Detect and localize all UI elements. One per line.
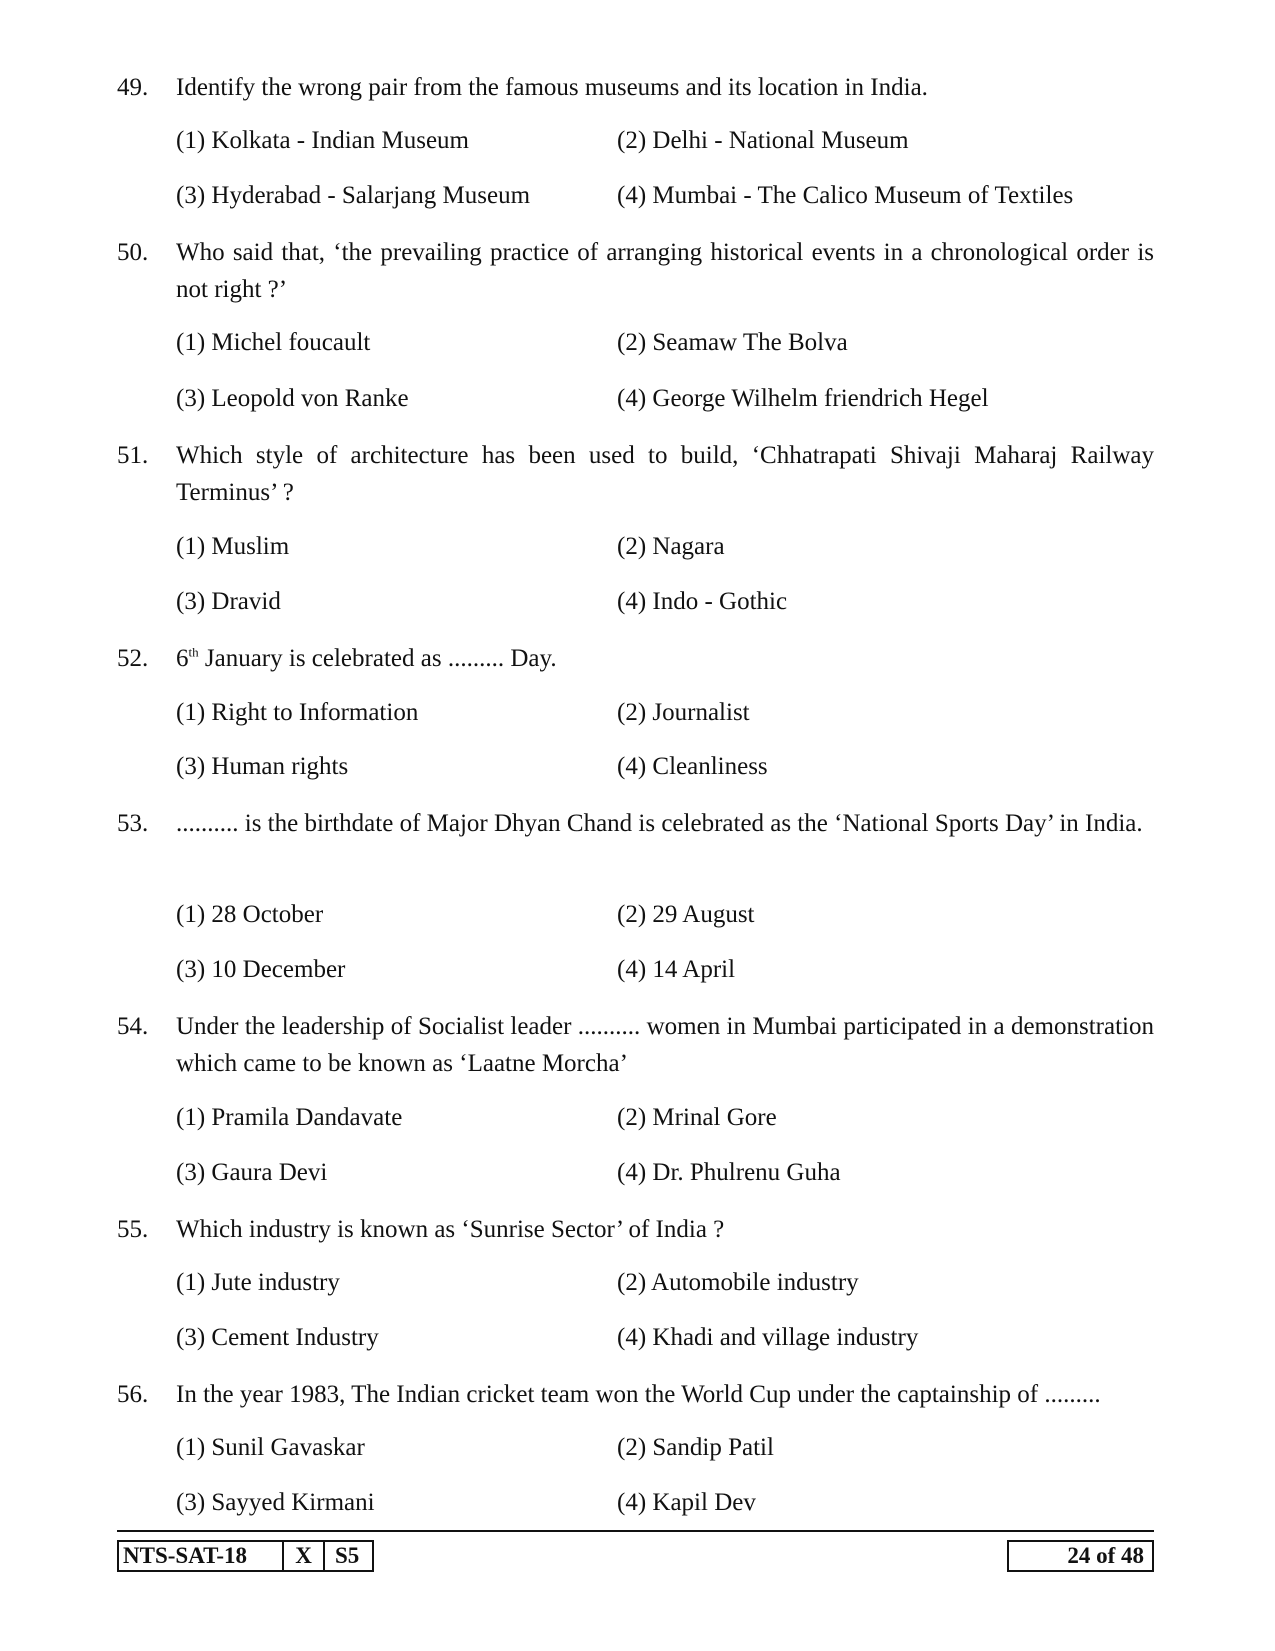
option-1: (1) Sunil Gavaskar [176, 1434, 365, 1461]
option-4: (4) 14 April [617, 956, 736, 983]
question-number: 50. [117, 239, 149, 266]
option-3: (3) Human rights [176, 753, 349, 780]
option-4: (4) Kapil Dev [617, 1489, 756, 1516]
option-4: (4) Mumbai - The Calico Museum of Textiles [617, 182, 1074, 209]
option-4: (4) Khadi and village industry [617, 1324, 919, 1351]
option-2: (2) Journalist [617, 699, 750, 726]
option-3: (3) Sayyed Kirmani [176, 1489, 375, 1516]
option-4: (4) George Wilhelm friendrich Hegel [617, 385, 989, 412]
question-text-rest: January is celebrated as ......... Day. [198, 645, 557, 672]
page-number: 24 of 48 [1067, 1543, 1144, 1568]
option-1: (1) Michel foucault [176, 329, 371, 356]
question-text: Under the leadership of Socialist leader .......... women in Mumbai participated in a demonstration which came to be known as ‘Laatne Morcha’ [176, 1013, 1154, 1077]
exam-code: NTS-SAT-18 [119, 1542, 284, 1570]
question-number: 52. [117, 645, 149, 672]
option-2: (2) Automobile industry [617, 1269, 859, 1296]
question-number: 53. [117, 810, 149, 837]
option-1: (1) 28 October [176, 901, 324, 928]
question-text: In the year 1983, The Indian cricket team won the World Cup under the captainship of ......... [176, 1381, 1101, 1408]
question-number: 49. [117, 74, 149, 101]
option-2: (2) Mrinal Gore [617, 1104, 777, 1131]
option-3: (3) 10 December [176, 956, 346, 983]
standard-label: X [284, 1542, 325, 1570]
option-3: (3) Cement Industry [176, 1324, 379, 1351]
question-text: Who said that, ‘the prevailing practice of arranging historical events in a chronological order is not right ?’ [176, 239, 1154, 303]
option-1: (1) Right to Information [176, 699, 419, 726]
question-text [176, 640, 1154, 677]
question-text: Which style of architecture has been used to build, ‘Chhatrapati Shivaji Maharaj Railway Terminus’ ? [176, 442, 1154, 506]
option-3: (3) Leopold von Ranke [176, 385, 409, 412]
footer-exam-box [117, 1540, 374, 1572]
question-text: Which industry is known as ‘Sunrise Sector’ of India ? [176, 1216, 725, 1243]
option-2: (2) Sandip Patil [617, 1434, 774, 1461]
option-2: (2) Nagara [617, 533, 725, 560]
option-3: (3) Gaura Devi [176, 1159, 328, 1186]
option-2: (2) Delhi - National Museum [617, 127, 909, 154]
footer-divider [117, 1530, 1154, 1532]
question-number: 56. [117, 1381, 149, 1408]
option-3: (3) Dravid [176, 588, 281, 615]
question-number: 51. [117, 442, 149, 469]
option-1: (1) Pramila Dandavate [176, 1104, 403, 1131]
question-number: 54. [117, 1013, 149, 1040]
option-1: (1) Muslim [176, 533, 290, 560]
set-label: S5 [335, 1543, 360, 1568]
option-4: (4) Indo - Gothic [617, 588, 788, 615]
question-number: 55. [117, 1216, 149, 1243]
question-text: .......... is the birthdate of Major Dhyan Chand is celebrated as the ‘National Sports Day’ in India. [176, 810, 1143, 837]
question-text-prefix: 6 [176, 645, 189, 672]
option-3: (3) Hyderabad - Salarjang Museum [176, 182, 531, 209]
option-4: (4) Cleanliness [617, 753, 768, 780]
page-number-box [1007, 1540, 1154, 1572]
question-text: Identify the wrong pair from the famous museums and its location in India. [176, 74, 928, 101]
option-1: (1) Kolkata - Indian Museum [176, 127, 469, 154]
option-1: (1) Jute industry [176, 1269, 340, 1296]
option-2: (2) Seamaw The Bolva [617, 329, 848, 356]
superscript: th [188, 644, 199, 660]
option-2: (2) 29 August [617, 901, 755, 928]
option-4: (4) Dr. Phulrenu Guha [617, 1159, 841, 1186]
